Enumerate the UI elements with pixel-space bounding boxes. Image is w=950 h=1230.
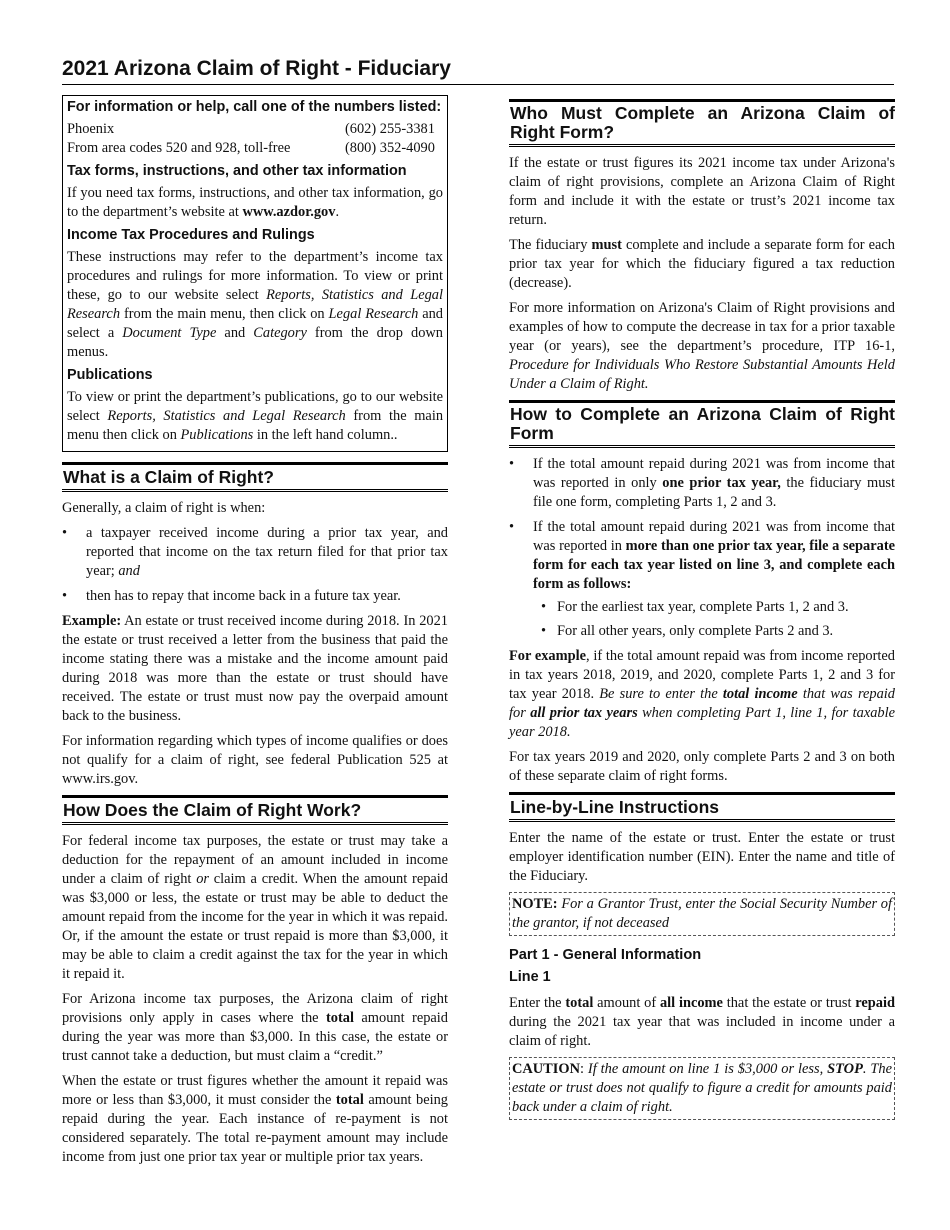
how-sub-list [533, 598, 895, 641]
who-paragraph-2: The fiduciary must complete and include a separate form for each prior tax year for which the fiduciary figured a tax reduction (decrease). [509, 237, 896, 291]
page-title: 2021 Arizona Claim of Right - Fiduciary [62, 56, 894, 85]
website-link[interactable]: www.azdor.gov [242, 204, 336, 220]
claim-example: Example: An estate or trust received income during 2018. In 2021 the estate or trust received a letter from the business that paid the income stating there was a mistake and the income amount paid during 2018 was more than the estate or trust should have received. The estate or trust must now pay the overpaid amount back to the business. [62, 613, 448, 724]
claim-info: For information regarding which types of income qualifies or does not qualify for a claim of right, see federal Publication 525 at www.irs.gov. [62, 733, 448, 787]
claim-bullet-list [62, 524, 448, 606]
phone-number: (800) 352-4090 [345, 140, 435, 156]
who-paragraph-1: If the estate or trust figures its 2021 income tax under Arizona's claim of right provisions, complete an Arizona Claim of Right form and include it with the estate or trust’s 2021 income tax return. [509, 155, 895, 228]
phone-row-tollfree [67, 139, 443, 158]
line-intro: Enter the name of the estate or trust. Enter the estate or trust employer identification number (EIN). Enter the name and title of the Fiduciary. [509, 830, 895, 884]
phone-label: From area codes 520 and 928, toll-free [67, 140, 291, 156]
how-years-paragraph: For tax years 2019 and 2020, only complete Parts 2 and 3 on both of these separate claim of right forms. [509, 749, 895, 784]
phone-label: Phoenix [67, 121, 115, 137]
how-example: For example, if the total amount repaid was from income reported in tax years 2018, 2019, and 2020, complete Parts 1, 2 and 3 for tax year 2018. Be sure to enter the total income that was repaid for all prior tax years when completing Part 1, line 1, for taxable year 2018. [509, 648, 895, 740]
phone-number: (602) 255-3381 [345, 121, 435, 137]
help-info-box [62, 95, 448, 452]
how-claim-works-heading: How Does the Claim of Right Work? [62, 795, 448, 825]
phone-row-phoenix [67, 120, 443, 139]
list-item: • If the total amount repaid during 2021 was from income that was reported in more than one prior tax year, file a separate form for each tax year listed on line 3, and complete each form as follows: • For the earliest tax year, complete Parts 1, 2 and 3. • For all other years, only complete Parts 2 and 3. [533, 518, 895, 641]
help-heading: For information or help, call one of the numbers listed: [67, 99, 442, 115]
work-paragraph-3: When the estate or trust figures whether the amount it repaid was more or less than $3,000, it must consider the total amount being repaid during the year. Each instance of re-payment is not considered separately. The total re-payment amount may include income from just one prior tax year or multiple prior tax years. [62, 1073, 448, 1165]
phone-list [67, 120, 443, 158]
tax-forms-text: If you need tax forms, instructions, and other tax information, go to the department’s website at www.azdor.gov. [67, 185, 443, 220]
rulings-heading: Income Tax Procedures and Rulings [67, 227, 315, 243]
note-box [509, 892, 895, 936]
part-1-heading: Part 1 - General Information [509, 947, 702, 963]
list-item: • If the total amount repaid during 2021 was from income that was reported in only one prior tax year, the fiduciary must file one form, completing Parts 1, 2 and 3. [533, 455, 895, 512]
line-1-heading: Line 1 [509, 969, 551, 985]
who-paragraph-3: For more information on Arizona's Claim of Right provisions and examples of how to compute the decrease in tax for a prior taxable year (or years), see the department’s procedure, ITP 16-1, Procedure for Individuals Who Restore Substantial Amounts Held Under a Claim of Right. [509, 300, 895, 392]
who-must-complete-heading: Who Must Complete an Arizona Claim of Right Form? [509, 99, 895, 147]
tax-forms-heading: Tax forms, instructions, and other tax information [67, 163, 407, 179]
right-column [509, 95, 895, 1130]
work-paragraph-2: For Arizona income tax purposes, the Arizona claim of right provisions only apply in cases where the total amount repaid during the year was more than $3,000. In this case, the estate or trust cannot take a deduction, but must claim a “credit.” [62, 991, 448, 1064]
claim-of-right-heading: What is a Claim of Right? [62, 462, 448, 492]
caution-box: CAUTION: If the amount on line 1 is $3,000 or less, STOP. The estate or trust does not qualify to figure a credit for amounts paid back under a claim of right. [509, 1057, 895, 1120]
line-by-line-heading: Line-by-Line Instructions [509, 792, 895, 822]
publications-text: To view or print the department’s publications, go to our website select Reports, Statistics and Legal Research from the main menu then click on Publications in the left hand column.. [67, 389, 444, 443]
note-label: NOTE: [512, 896, 558, 912]
caution-label: CAUTION [512, 1061, 580, 1077]
line-1-text: Enter the total amount of all income that the estate or trust repaid during the 2021 tax year that was included in income under a claim of right. [509, 995, 895, 1049]
publications-heading: Publications [67, 367, 153, 383]
note-text: For a Grantor Trust, enter the Social Security Number of the grantor, if not deceased [512, 896, 892, 931]
rulings-text: These instructions may refer to the department’s income tax procedures and rulings for more information. To view or print these, go to our website select Reports, Statistics and Legal Research from the main menu, then click on Legal Research and select a Document Type and Category from the drop down menus. [67, 249, 443, 360]
how-bullet-list [509, 455, 895, 641]
list-item: • then has to repay that income back in a future tax year. [86, 587, 448, 606]
left-column [62, 95, 448, 1173]
list-item: • a taxpayer received income during a prior tax year, and reported that income on the tax return filed for that prior tax year; and [86, 524, 448, 581]
claim-intro: Generally, a claim of right is when: [62, 500, 266, 516]
how-to-complete-heading: How to Complete an Arizona Claim of Right Form [509, 400, 895, 448]
work-paragraph-1: For federal income tax purposes, the estate or trust may take a deduction for the repayment of an amount included in income under a claim of right or claim a credit. When the amount repaid was $3,000 or less, the estate or trust may be able to deduct the amount repaid from the income for the year in which it was repaid. Or, if the amount the estate or trust repaid is more than $3,000, it may be able to claim a credit against the tax for the year in which it repaid it. [62, 833, 448, 982]
list-item: • For the earliest tax year, complete Parts 1, 2 and 3. [557, 598, 895, 617]
list-item: • For all other years, only complete Parts 2 and 3. [557, 622, 895, 641]
